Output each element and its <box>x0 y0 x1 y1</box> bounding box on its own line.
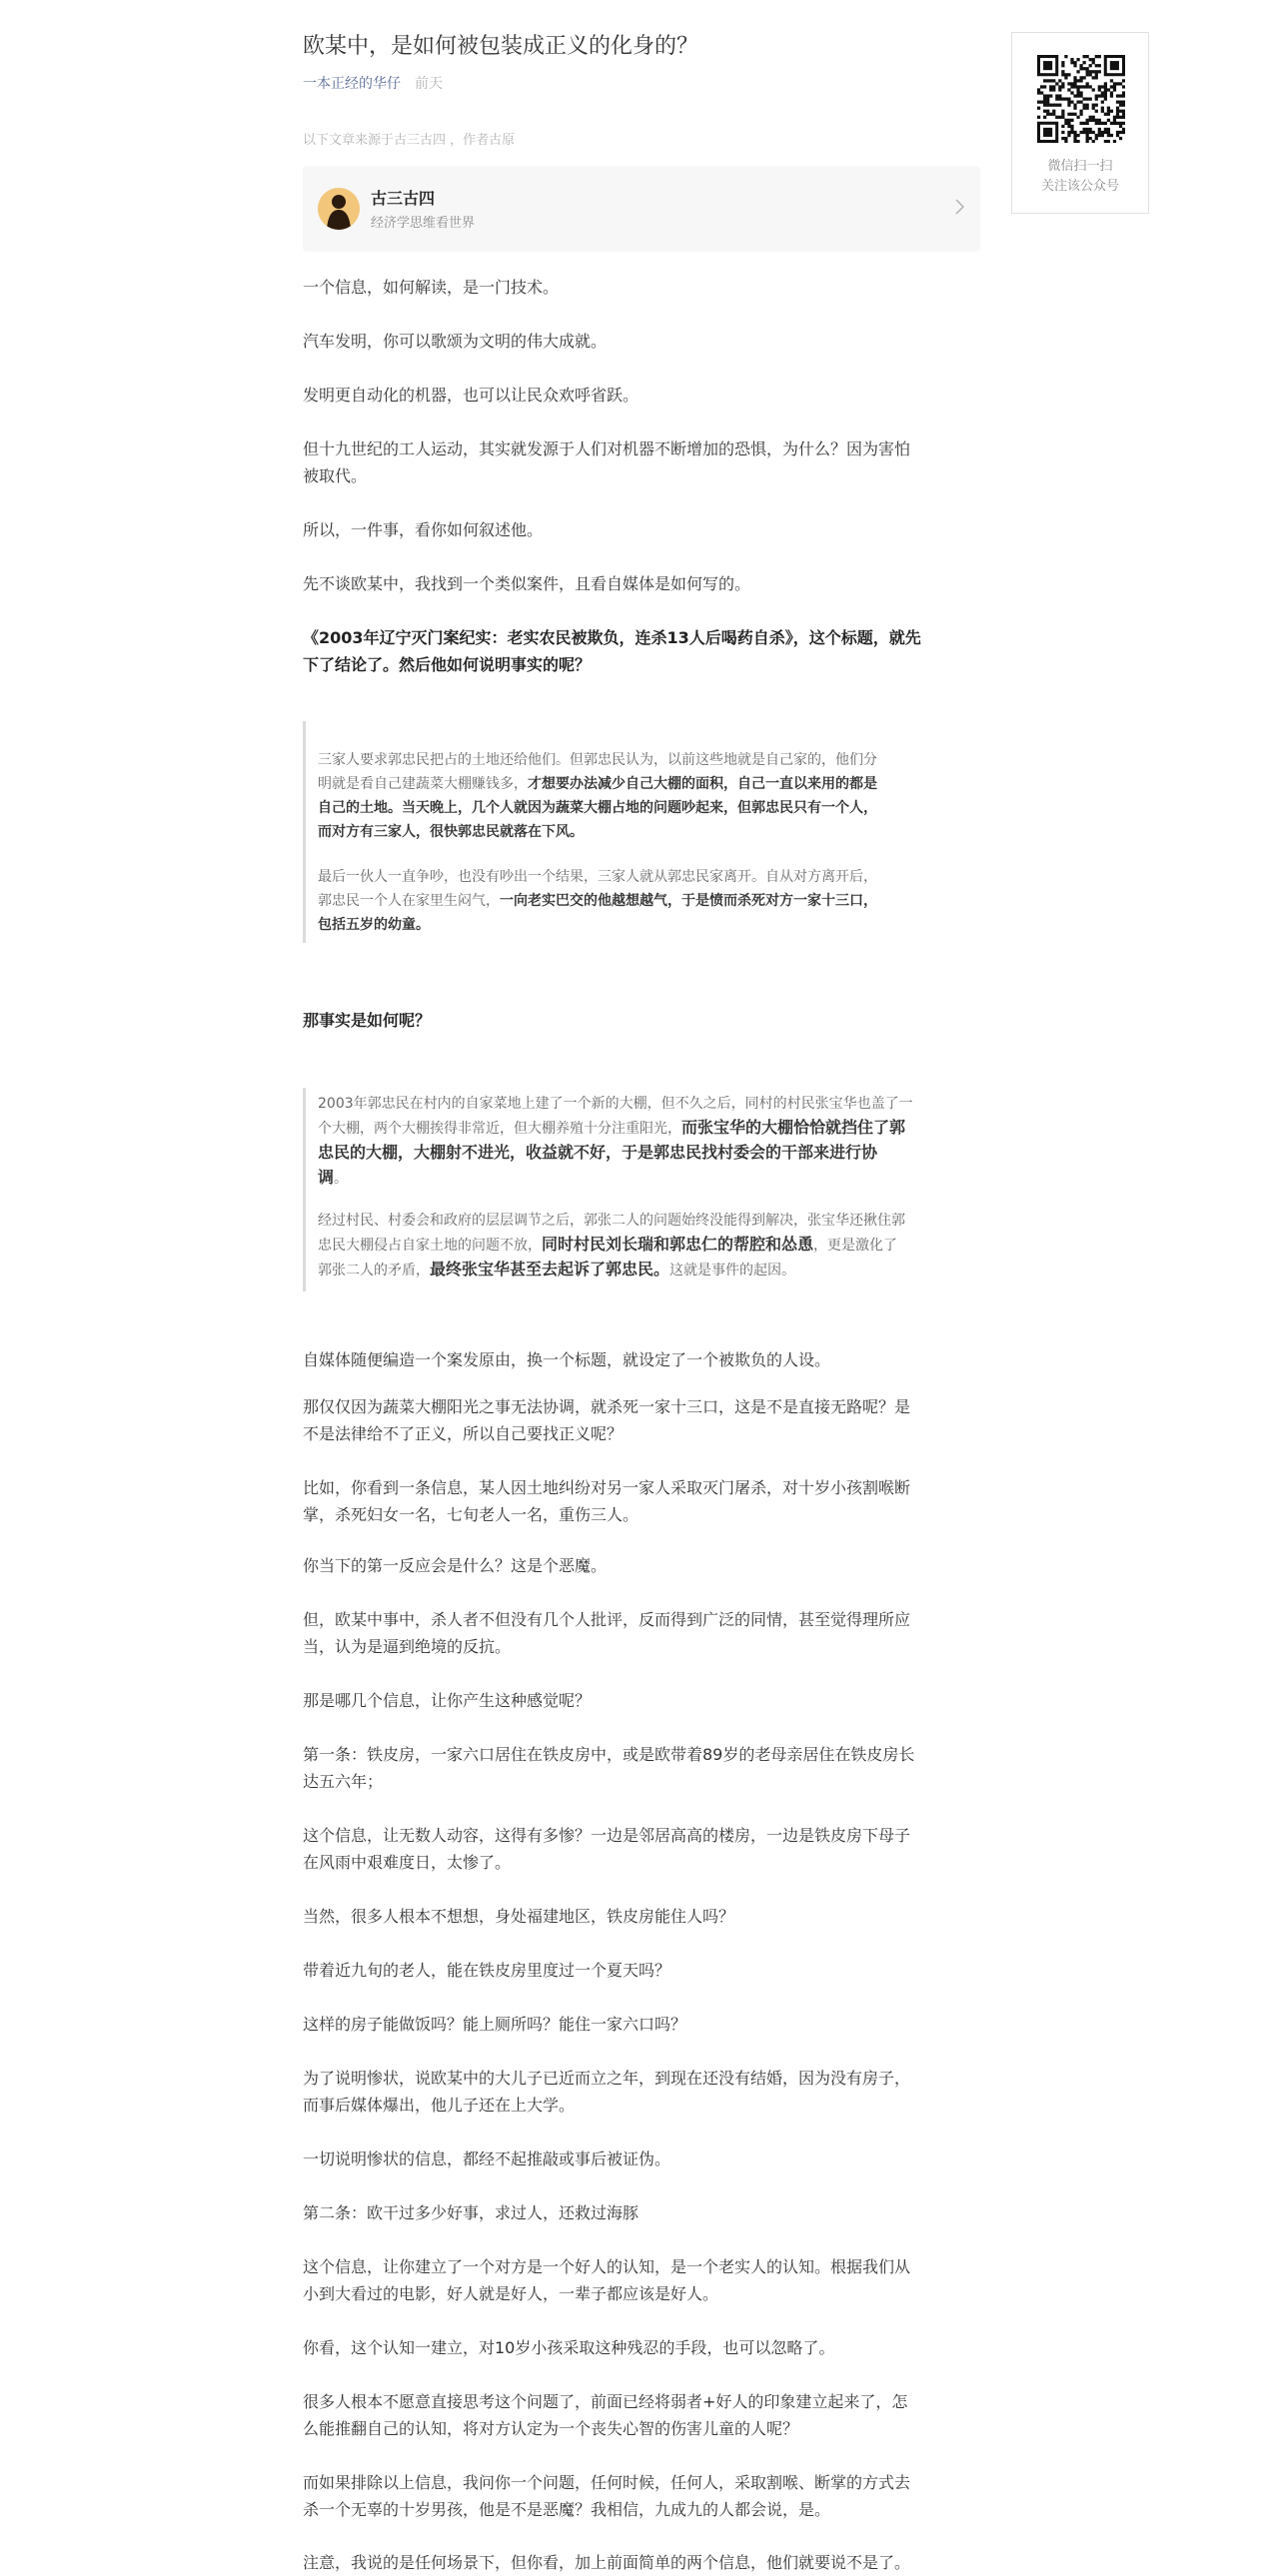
qr-code-card <box>1011 32 1149 214</box>
paragraph: 第二条：欧干过多少好事，求过人，还救过海豚 <box>303 2203 640 2222</box>
paragraph: 这样的房子能做饭吗？能上厕所吗？能住一家六口吗？ <box>303 2015 687 2034</box>
author-link[interactable]: 一本正经的华仔 <box>303 76 401 92</box>
paragraph: 你当下的第一反应会是什么？这是个恶魔。 <box>303 1556 608 1575</box>
paragraph: 那仅仅因为蔬菜大棚阳光之事无法协调，就杀死一家十三口，这是不是直接无路呢？是 不是法律给不了正义，所以自己要找正义呢？ <box>303 1397 911 1443</box>
source-note: 以下文章来源于古三古四 ，作者古原 <box>303 133 516 148</box>
quote-paragraph: 经过村民、村委会和政府的层层调节之后，郭张二人的问题始终没能得到解决，张宝华还揪住郭 忠民大棚侵占自家土地的问题不放，同时村民刘长瑞和郭忠仁的帮腔和怂恿，更是激化了 郭张二人的矛盾，最终张宝华甚至去起诉了郭忠民。这就是事件的起因。 <box>318 1213 905 1279</box>
paragraph: 汽车发明，你可以歌颂为文明的伟大成就。 <box>303 332 608 351</box>
paragraph: 这个信息，让你建立了一个对方是一个好人的认知，是一个老实人的认知。根据我们从 小到大看过的电影，好人就是好人，一辈子都应该是好人。 <box>303 2257 911 2303</box>
paragraph: 带着近九旬的老人，能在铁皮房里度过一个夏天吗？ <box>303 1961 671 1980</box>
publish-date: 前天 <box>415 76 443 92</box>
qr-tip-line2: 关注该公众号 <box>1040 179 1119 194</box>
quote-paragraph: 2003年郭忠民在村内的自家菜地上建了一个新的大棚，但不久之后，同村的村民张宝华也盖了一 个大棚，两个大棚挨得非常近，但大棚养殖十分注重阳光，而张宝华的大棚恰恰就挡住了郭 忠民的大棚，大棚射不进光，收益就不好，于是郭忠民找村委会的干部来进行协 调。 <box>318 1096 913 1187</box>
account-card[interactable] <box>303 166 980 252</box>
account-description: 经济学思维看世界 <box>371 216 476 231</box>
paragraph: 一切说明惨状的信息，都经不起推敲或事后被证伪。 <box>303 2149 671 2168</box>
quote-paragraph: 三家人要求郭忠民把占的土地还给他们。但郭忠民认为，以前这些地就是自己家的，他们分 明就是看自己建蔬菜大棚赚钱多，才想要办法减少自己大棚的面积，自己一直以来用的都是 自己的土地。当天晚上，几个人就因为蔬菜大棚占地的问题吵起来，但郭忠民只有一个人， 而对方有三家人，很快郭忠民就落在下风。 <box>318 752 877 840</box>
blockquote <box>303 1088 980 1291</box>
paragraph: 第一条：铁皮房，一家六口居住在铁皮房中，或是欧带着89岁的老母亲居住在铁皮房长 达五六年； <box>303 1745 915 1791</box>
paragraph: 先不谈欧某中，我找到一个类似案件，且看自媒体是如何写的。 <box>303 574 751 593</box>
account-name: 古三古四 <box>371 189 436 208</box>
paragraph: 那是哪几个信息，让你产生这种感觉呢？ <box>303 1691 592 1710</box>
paragraph: 比如，你看到一条信息，某人因土地纠纷对另一家人采取灭门屠杀，对十岁小孩割喉断 掌，杀死妇女一名，七旬老人一名，重伤三人。 <box>303 1478 911 1524</box>
paragraph: 发明更自动化的机器，也可以让民众欢呼省跃。 <box>303 386 640 405</box>
avatar-icon <box>318 188 360 230</box>
paragraph: 而如果排除以上信息，我问你一个问题，任何时候，任何人，采取割喉、断掌的方式去 杀一个无辜的十岁男孩，他是不是恶魔？我相信，九成九的人都会说，是。 <box>303 2473 911 2519</box>
paragraph: 但，欧某中事中，杀人者不但没有几个人批评，反而得到广泛的同情，甚至觉得理所应 当，认为是逼到绝境的反抗。 <box>303 1610 911 1656</box>
paragraph: 所以，一件事，看你如何叙述他。 <box>303 520 544 539</box>
article-title: 欧某中，是如何被包装成正义的化身的？ <box>303 34 699 59</box>
paragraph: 很多人根本不愿意直接思考这个问题了，前面已经将弱者+好人的印象建立起来了，怎 么能推翻自己的认知，将对方认定为一个丧失心智的伤害儿童的人呢？ <box>303 2392 908 2438</box>
paragraph: 但十九世纪的工人运动，其实就发源于人们对机器不断增加的恐惧，为什么？因为害怕 被取代。 <box>303 439 911 485</box>
blockquote <box>303 721 980 943</box>
qr-code-icon <box>1037 55 1125 143</box>
paragraph: 自媒体随便编造一个案发原由，换一个标题，就设定了一个被欺负的人设。 <box>303 1350 831 1369</box>
bold-paragraph: 那事实是如何呢？ <box>303 1011 432 1030</box>
article-meta <box>303 74 443 94</box>
bold-paragraph: 《2003年辽宁灭门案纪实：老实农民被欺负，连杀13人后喝药自杀》，这个标题，就先 下了结论了。然后他如何说明事实的呢？ <box>303 628 921 674</box>
paragraph: 这个信息，让无数人动容，这得有多惨？一边是邻居高高的楼房，一边是铁皮房下母子 在风雨中艰难度日，太惨了。 <box>303 1826 911 1872</box>
chevron-right-icon <box>955 199 964 215</box>
qr-tip-line1: 微信扫一扫 <box>1047 159 1113 174</box>
paragraph: 你看，这个认知一建立，对10岁小孩采取这种残忍的手段，也可以忽略了。 <box>303 2338 835 2357</box>
paragraph: 为了说明惨状，说欧某中的大儿子已近而立之年，到现在还没有结婚，因为没有房子， 而事后媒体爆出，他儿子还在上大学。 <box>303 2069 911 2115</box>
paragraph: 一个信息，如何解读，是一门技术。 <box>303 278 560 297</box>
paragraph: 当然，很多人根本不想想，身处福建地区，铁皮房能住人吗？ <box>303 1907 735 1926</box>
quote-paragraph: 最后一伙人一直争吵，也没有吵出一个结果，三家人就从郭忠民家离开。自从对方离开后， 郭忠民一个人在家里生闷气，一向老实巴交的他越想越气，于是愤而杀死对方一家十三口， 包括五岁的幼童。 <box>318 869 877 933</box>
paragraph: 注意，我说的是任何场景下，但你看，加上前面简单的两个信息，他们就要说不是了。 <box>303 2553 911 2572</box>
